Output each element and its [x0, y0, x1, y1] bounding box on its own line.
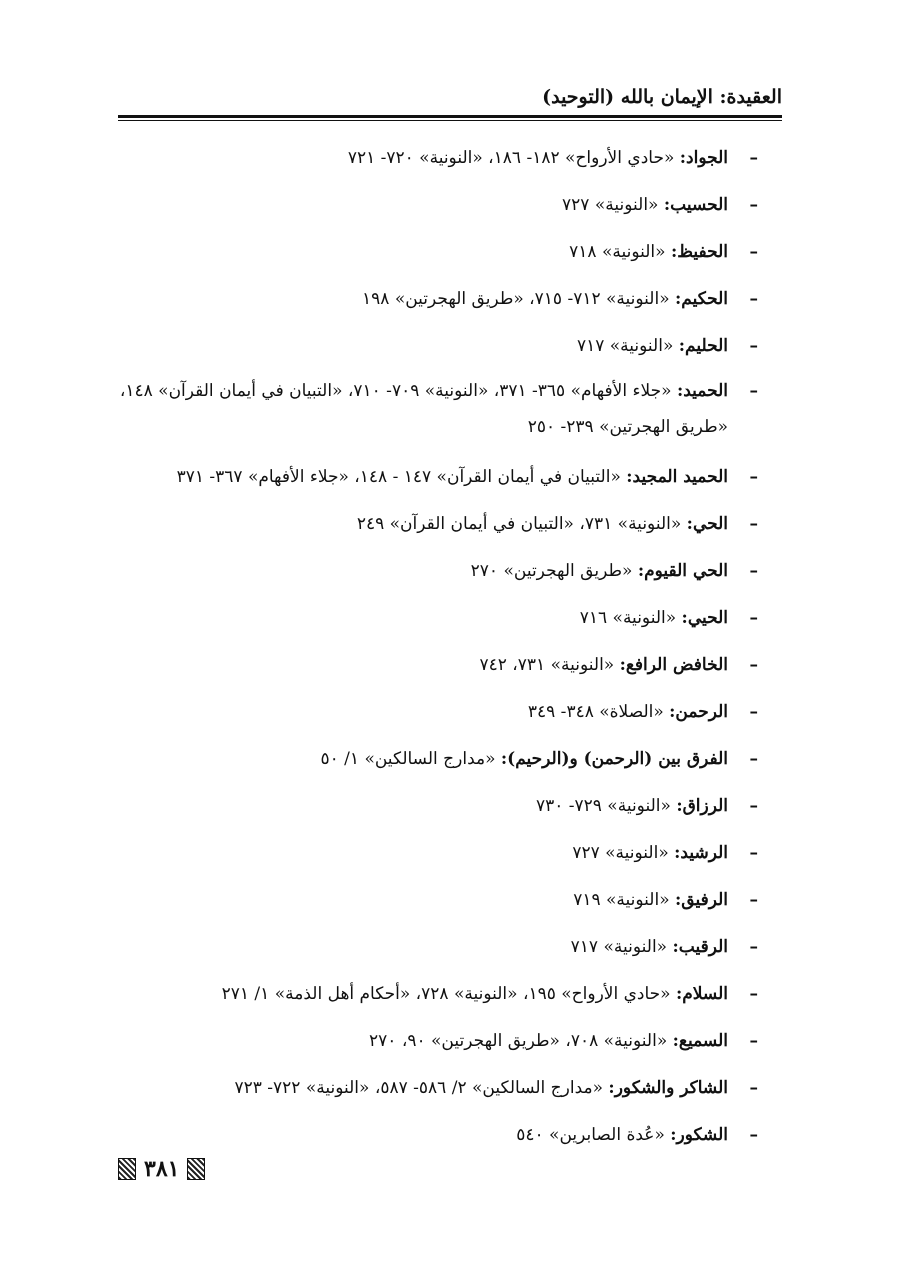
- entry-term: الحيي:: [681, 608, 728, 628]
- entry-dash: –: [749, 195, 758, 215]
- entry-term: الحليم:: [678, 336, 728, 356]
- entry-dash: –: [749, 561, 758, 581]
- entry-dash: –: [749, 336, 758, 356]
- entry-dash: –: [749, 890, 758, 910]
- entry-references: «النونية» ٧١٦: [579, 608, 677, 628]
- entry-dash: –: [749, 148, 758, 168]
- index-entry: [118, 504, 758, 551]
- entry-dash: –: [749, 984, 758, 1004]
- entry-references: «مدارج السالكين» ٢/ ٥٨٦- ٥٨٧، «النونية» ٧٢٢- ٧٢٣: [234, 1078, 604, 1098]
- index-entry: [118, 598, 758, 645]
- index-entry: [118, 326, 758, 373]
- entry-references: «النونية» ٧٣١، «التبيان في أيمان القرآن» ٢٤٩: [356, 514, 682, 534]
- entry-references: «النونية» ٧١٨: [569, 242, 666, 262]
- index-entry: [118, 786, 758, 833]
- entry-dash: –: [749, 702, 758, 722]
- index-entry: [118, 279, 758, 326]
- entry-term: الحميد:: [676, 381, 728, 401]
- index-entry: [118, 974, 758, 1021]
- entry-dash: –: [749, 514, 758, 534]
- index-entry: [118, 232, 758, 279]
- page-header: [118, 78, 782, 122]
- entry-dash: –: [749, 749, 758, 769]
- ornament-left-icon: [118, 1158, 136, 1180]
- entry-references: «النونية» ٧١٩: [573, 890, 670, 910]
- index-entry: [118, 692, 758, 739]
- entry-term: السلام:: [675, 984, 728, 1004]
- entry-references: «النونية» ٧٠٨، «طريق الهجرتين» ٩٠، ٢٧٠: [369, 1031, 668, 1051]
- entry-term: الحكيم:: [675, 289, 728, 309]
- entry-dash: –: [749, 843, 758, 863]
- index-entry: [118, 1021, 758, 1068]
- entry-references: «جلاء الأفهام» ٣٦٥- ٣٧١، «النونية» ٧٠٩- ٧١٠، «التبيان في أيمان القرآن» ١٤٨، «طريق الهجرتين» ٢٣٩- ٢٥٠: [119, 381, 728, 437]
- entry-dash: –: [749, 1078, 758, 1098]
- index-entry: [118, 185, 758, 232]
- page-title: العقيدة: الإيمان بالله (التوحيد): [542, 86, 782, 108]
- entry-references: «التبيان في أيمان القرآن» ١٤٧ - ١٤٨، «جلاء الأفهام» ٣٦٧- ٣٧١: [176, 467, 621, 487]
- entry-term: الفرق بين (الرحمن) و(الرحيم):: [500, 749, 728, 769]
- entry-references: «النونية» ٧٣١، ٧٤٢: [479, 655, 615, 675]
- entry-term: الحسيب:: [663, 195, 728, 215]
- entry-dash: –: [749, 467, 758, 487]
- ornament-right-icon: [187, 1158, 205, 1180]
- entry-term: الرشيد:: [674, 843, 728, 863]
- index-entry: [118, 645, 758, 692]
- entry-dash: –: [749, 796, 758, 816]
- entry-dash: –: [749, 608, 758, 628]
- entry-term: الحي القيوم:: [637, 561, 728, 581]
- entry-term: الحميد المجيد:: [626, 467, 728, 487]
- entry-references: «عُدة الصابرين» ٥٤٠: [516, 1125, 665, 1145]
- entry-term: الحفيظ:: [670, 242, 728, 262]
- entry-references: «حادي الأرواح» ١٨٢- ١٨٦، «النونية» ٧٢٠- ٧٢١: [347, 148, 675, 168]
- entry-dash: –: [749, 655, 758, 675]
- index-entry: [118, 138, 758, 185]
- index-entry: [118, 1068, 758, 1115]
- index-entries-list: [118, 138, 758, 1162]
- entry-references: «النونية» ٧١٢- ٧١٥، «طريق الهجرتين» ١٩٨: [362, 289, 670, 309]
- entry-term: الرزاق:: [676, 796, 728, 816]
- page-footer: [118, 1152, 205, 1186]
- entry-references: «النونية» ٧٢٩- ٧٣٠: [535, 796, 671, 816]
- entry-term: الجواد:: [679, 148, 728, 168]
- page-number: ٣٨١: [144, 1156, 180, 1182]
- entry-dash: –: [749, 1031, 758, 1051]
- index-entry: [118, 1115, 758, 1162]
- index-entry: [118, 833, 758, 880]
- index-entry: [118, 739, 758, 786]
- entry-dash: –: [749, 381, 758, 401]
- entry-dash: –: [749, 937, 758, 957]
- entry-term: الشكور:: [670, 1125, 728, 1145]
- entry-dash: –: [749, 289, 758, 309]
- index-entry: [118, 927, 758, 974]
- entry-references: «الصلاة» ٣٤٨- ٣٤٩: [527, 702, 664, 722]
- header-divider: [118, 115, 782, 121]
- entry-term: الرقيب:: [672, 937, 728, 957]
- entry-term: الخافض الرافع:: [619, 655, 728, 675]
- entry-references: «حادي الأرواح» ١٩٥، «النونية» ٧٢٨، «أحكام أهل الذمة» ١/ ٢٧١: [221, 984, 671, 1004]
- index-entry: [118, 457, 758, 504]
- entry-references: «مدارج السالكين» ١/ ٥٠: [320, 749, 496, 769]
- entry-term: الرحمن:: [669, 702, 728, 722]
- entry-dash: –: [749, 1125, 758, 1145]
- index-entry: [118, 551, 758, 598]
- entry-references: «النونية» ٧٢٧: [562, 195, 659, 215]
- index-entry: [118, 373, 758, 457]
- entry-references: «النونية» ٧١٧: [570, 937, 668, 957]
- entry-term: السميع:: [672, 1031, 728, 1051]
- index-entry: [118, 880, 758, 927]
- entry-references: «طريق الهجرتين» ٢٧٠: [470, 561, 633, 581]
- entry-term: الشاكر والشكور:: [608, 1078, 728, 1098]
- entry-term: الرفيق:: [675, 890, 728, 910]
- entry-term: الحي:: [686, 514, 728, 534]
- entry-references: «النونية» ٧١٧: [576, 336, 674, 356]
- entry-references: «النونية» ٧٢٧: [572, 843, 669, 863]
- entry-dash: –: [749, 242, 758, 262]
